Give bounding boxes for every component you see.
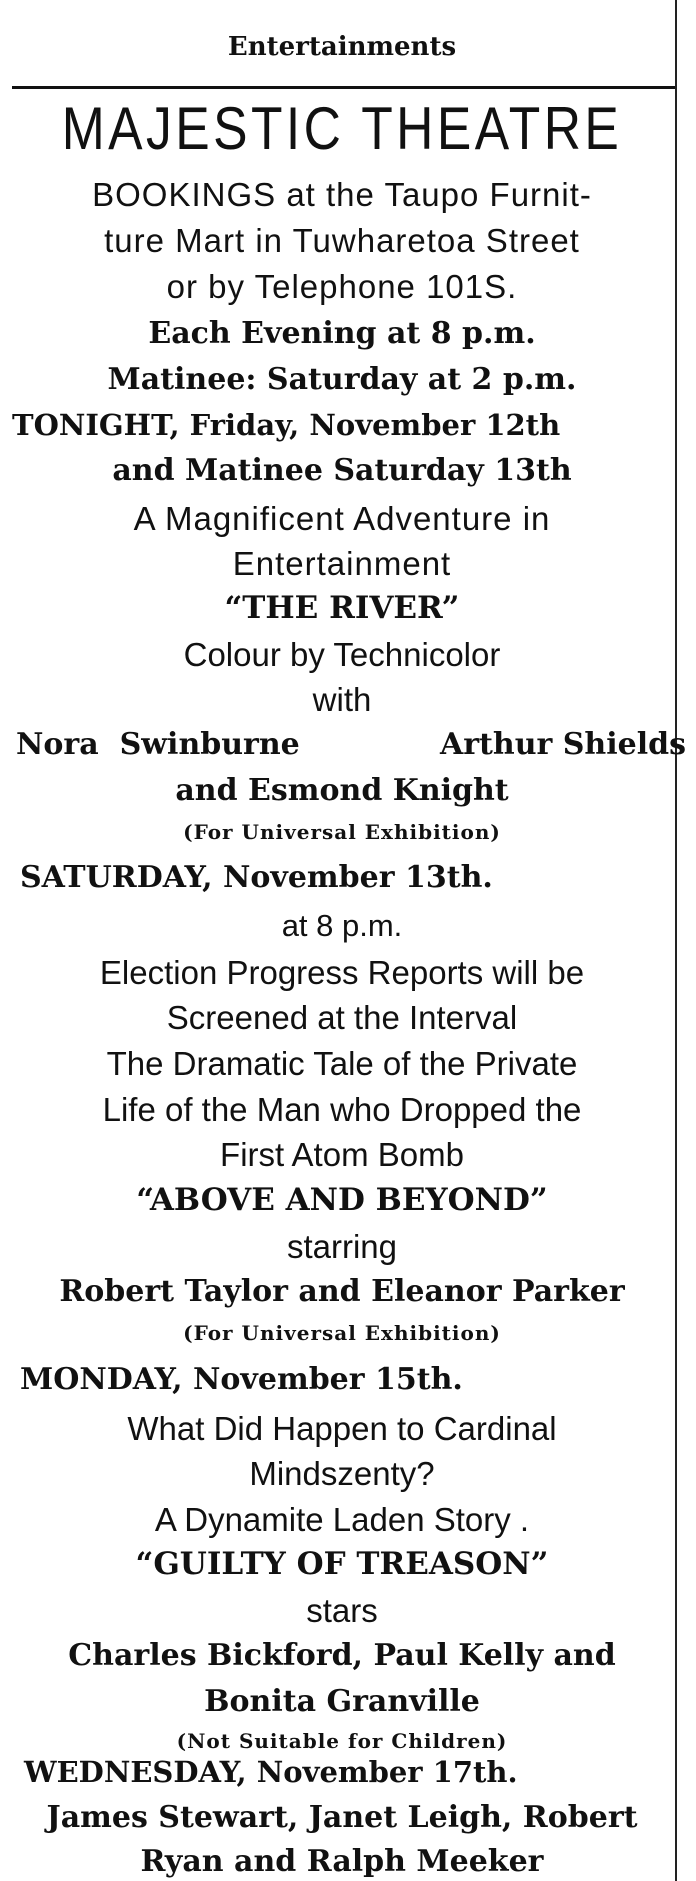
film-title-guilty-of-treason: “GUILTY OF TREASON” — [135, 1546, 549, 1582]
bookings-line-3: or by Telephone 101S. — [166, 268, 518, 305]
saturday-tagline-3: First Atom Bomb — [220, 1136, 464, 1173]
theatre-name: MAJESTIC THEATRE — [61, 95, 623, 162]
wednesday-cast-1: James Stewart, Janet Leigh, Robert — [46, 1800, 638, 1835]
starring-line: starring — [286, 1228, 398, 1265]
technicolor-line: Colour by Technicolor — [183, 636, 501, 673]
saturday-time: at 8 p.m. — [281, 908, 403, 943]
wednesday-cast-2: Ryan and Ralph Meeker — [140, 1844, 544, 1879]
tonight-cast-row — [16, 727, 686, 762]
saturday-tagline-2: Life of the Man who Dropped the — [102, 1091, 582, 1128]
monday-tagline-3: A Dynamite Laden Story . — [154, 1501, 530, 1538]
saturday-cast: Robert Taylor and Eleanor Parker — [59, 1274, 625, 1309]
tonight-matinee: and Matinee Saturday 13th — [112, 453, 572, 488]
stars-line: stars — [306, 1592, 378, 1629]
tonight-tagline-2: Entertainment — [232, 545, 452, 582]
cast-arthur-shields: Arthur Shields — [439, 727, 686, 762]
header-rule — [12, 86, 675, 89]
cast-esmond-knight: and Esmond Knight — [175, 773, 509, 808]
monday-cast-1: Charles Bickford, Paul Kelly and — [68, 1638, 616, 1673]
tonight-rating: (For Universal Exhibition) — [183, 820, 501, 844]
saturday-rating: (For Universal Exhibition) — [183, 1321, 501, 1345]
bookings-line-2: ture Mart in Tuwharetoa Street — [104, 222, 580, 259]
saturday-date: SATURDAY, November 13th. — [20, 860, 493, 895]
election-line-1: Election Progress Reports will be — [99, 954, 585, 991]
monday-date: MONDAY, November 15th. — [20, 1362, 463, 1397]
saturday-tagline-1: The Dramatic Tale of the Private — [106, 1045, 578, 1082]
tonight-date: TONIGHT, Friday, November 12th — [12, 408, 561, 442]
monday-tagline-1: What Did Happen to Cardinal — [127, 1410, 557, 1447]
monday-cast-2: Bonita Granville — [204, 1684, 480, 1719]
cast-nora-swinburne: Nora Swinburne — [16, 727, 300, 762]
with-line: with — [312, 681, 372, 718]
monday-tagline-2: Mindszenty? — [249, 1455, 435, 1492]
film-title-above-and-beyond: “ABOVE AND BEYOND” — [136, 1182, 548, 1218]
evening-schedule: Each Evening at 8 p.m. — [148, 316, 536, 351]
matinee-schedule: Matinee: Saturday at 2 p.m. — [107, 362, 577, 397]
tonight-tagline-1: A Magnificent Adventure in — [133, 500, 551, 537]
election-line-2: Screened at the Interval — [166, 999, 518, 1036]
wednesday-date: WEDNESDAY, November 17th. — [24, 1755, 518, 1789]
bookings-line-1: BOOKINGS at the Taupo Furnit- — [92, 176, 592, 213]
monday-rating: (Not Suitable for Children) — [176, 1729, 508, 1753]
film-title-the-river: “THE RIVER” — [224, 590, 460, 626]
section-title: Entertainments — [227, 32, 457, 62]
